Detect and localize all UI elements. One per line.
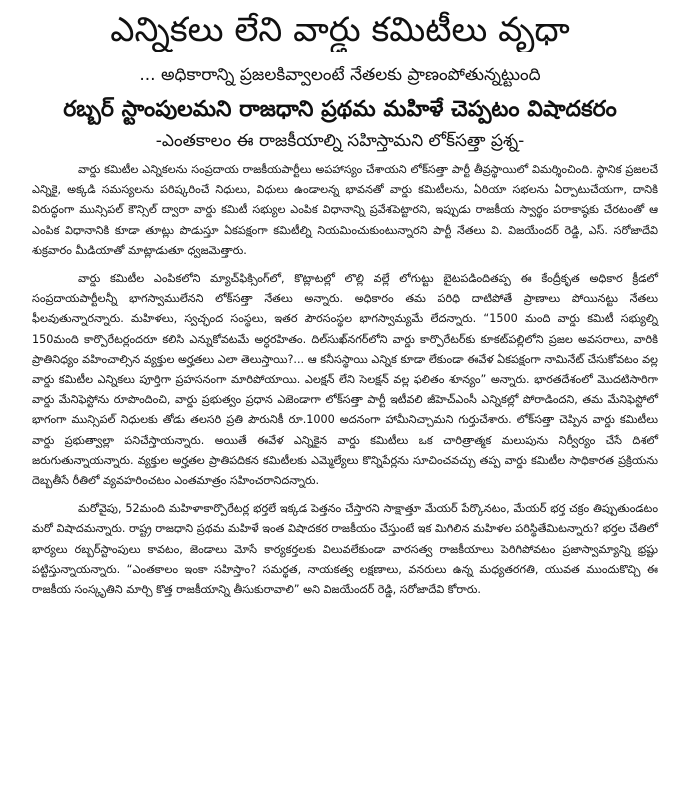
paragraph-3: మరోవైపు, 52మంది మహిళాకార్పొరేటర్ల భర్తలే ఇక్కడ పెత్తనం చేస్తారని సాక్షాత్తూ మేయర్ పేర్కొనటం, మేయర్ భర్త చక్రం తిప్పుతుండటం మరో విషాదమన్నారు. రాష్ట్ర రాజధాని ప్రథమ మహిళే ఇంత విషాదకర రాజకీయం చేస్తుంటే ఇక మిగిలిన మహిళల పరిస్థితేమిటన్నారు? భర్తల చేతిలో భార్యలు రబ్బర్‌స్టాంపులు కావటం, జెండాలు మోసే కార్యకర్తలకు విలువలేకుండా వారసత్వ రాజకీయాలు పెరిగిపోవటం ప్రజాస్వామ్యాన్ని భ్రష్టు పట్టిస్తున్నాయన్నారు. “ఎంతకాలం ఇంకా సహిస్తాం? సమర్థత, నాయకత్వ లక్షణాలు, వనరులు ఉన్న మధ్యతరగతి, యువత ముందుకొచ్చి ఈ రాజకీయ సంస్కృతిని మార్చి కొత్త రాజకీయాన్ని తీసుకురావాలి” అని విజయేందర్ రెడ్డి, సరోజాదేవి కోరారు. bbox=[32, 502, 658, 597]
subheadline-3: -ఎంతకాలం ఈ రాజకీయాల్ని సహిస్తామని లోక్‌సత్తా ప్రశ్న- bbox=[155, 131, 525, 151]
subheadline-2: రబ్బర్ స్టాంపులమని రాజధాని ప్రథమ మహిళే చెప్పటం విషాదకరం bbox=[63, 97, 617, 122]
article-body bbox=[32, 160, 658, 600]
subheadline-1: ... అధికారాన్ని ప్రజలకివ్వాలంటే నేతలకు ప్రాణంపోతున్నట్టుంది bbox=[139, 65, 541, 85]
paragraph-2: వార్డు కమిటీల ఎంపికలోని మ్యాచ్‌ఫిక్సింగ్‌లో, కొట్లాటల్లో లొల్లి వల్లే లోగుట్టు బైటపడిందితప్ప ఈ కేంద్రీకృత అధికార క్రీడలో సంప్రదాయపార్టీలన్నీ భాగస్వాములేనని లోక్‌సత్తా నేతలు అన్నారు. అధికారం తమ పరిధి దాటిపోతే ప్రాణాలు పోయినట్టు నేతలు ఫీలవుతున్నారన్నారు. మహిళలు, స్వచ్ఛంద సంస్థలు, ఇతర పౌరసంస్థల భాగస్వామ్యమే లేదన్నారు. “1500 మంది వార్డు కమిటీ సభ్యుల్ని 150మంది కార్పొరేటర్లందరూ కలిసి ఎన్నుకోవటమే అర్ధరహితం. దిల్‌సుఖ్‌నగర్‌లోని వార్డు కార్పొరేటర్‌కు కూకట్‌పల్లిలోని ప్రజల అవసరాలు, వారికి ప్రాతినిధ్యం వహించాల్సిన వ్యక్తుల అర్హతలు ఎలా తెలుస్తాయి?... ఆ కనీసస్థాయి ఎన్నిక కూడా లేకుండా ఈవేళ ఏకపక్షంగా నామినేట్ చేసుకోవటం వల్ల వార్డు కమిటీల ఎన్నికలు పూర్తిగా ప్రహసనంగా మారిపోయాయి. ఎలక్షన్ లేని సెలక్షన్ వల్ల ఫలితం శూన్యం” అన్నారు. భారతదేశంలో మొదటిసారిగా వార్డు మేనిఫెస్టోను రూపొందించి, వార్డు ప్రభుత్వం ప్రధాన ఎజెండాగా లోక్‌సత్తా పార్టీ ఇటీవలి జీహెచ్ఎంసీ ఎన్నికల్లో పోరాడిందని, తమ మేనిఫెస్టోలో భాగంగా మున్సిపల్ నిధులకు తోడు తలసరి ప్రతి పౌరునికీ రూ.1000 అదనంగా హామీనిచ్చామని గుర్తుచేశారు. లోక్‌సత్తా చెప్పిన వార్డు కమిటీలు వార్డు ప్రభుత్వాల్లా పనిచేస్తాయన్నారు. అయితే ఈవేళ ఎన్నికైన వార్డు కమిటీలు ఒక చారిత్రాత్మక మలుపును నిర్వీర్యం చేసే దిశలో జరుగుతున్నాయన్నారు. వ్యక్తుల అర్హతల ప్రాతిపదికన కమిటీలకు ఎమ్మెల్యేలు కొన్నిపేర్లను సూచించవచ్చు తప్ప వార్డు కమిటీల సాధికారత ప్రక్రియను దెబ్బతీసే రీతిలో వ్యవహరించటం ఎంతమాత్రం సహించరానిదన్నారు. bbox=[32, 272, 658, 488]
headline: ఎన్నికలు లేని వార్డు కమిటీలు వృధా bbox=[110, 10, 570, 50]
paragraph-1: వార్డు కమిటీల ఎన్నికలను సంప్రదాయ రాజకీయపార్టీలు అపహాస్యం చేశాయని లోక్‌సత్తా పార్టీ తీవ్రస్థాయిలో విమర్శించింది. స్థానిక ప్రజలచే ఎన్నికై, అక్కడి సమస్యలను పరిష్కరించే నిధులు, విధులు ఉండాలన్న భావనతో వార్డు కమిటీలను, ఏరియా సభలను ఏర్పాటుచేయగా, దానికి విరుద్ధంగా మున్సిపల్ కౌన్సిల్ ద్వారా వార్డు కమిటీ సభ్యుల ఎంపిక విధానాన్ని ప్రవేశపెట్టారని, ఇప్పుడు రాజకీయ స్వార్థం పరాకాష్ఠకు చేరటంతో ఆ ఎంపిక విధానానికి కూడా తూట్లు పొడుస్తూ ఏకపక్షంగా కమిటీల్ని నియమించుకుంటున్నారని పార్టీ నేతలు వి. విజయేందర్ రెడ్డి, ఎస్. సరోజాదేవి శుక్రవారం మీడియాతో మాట్లాడుతూ ధ్వజమెత్తారు. bbox=[32, 163, 658, 257]
